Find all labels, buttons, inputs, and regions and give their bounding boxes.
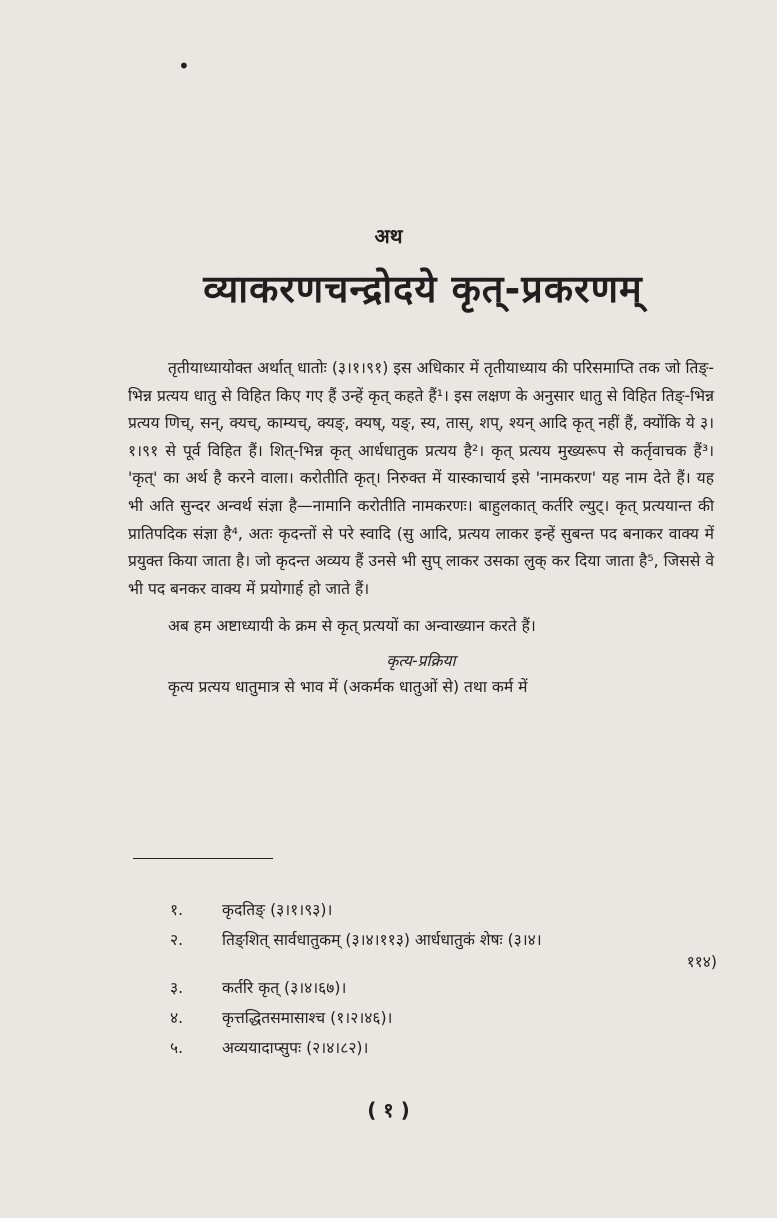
footnote-number: २. (170, 931, 184, 949)
footnote-number: ५. (170, 1039, 184, 1057)
footnote-number: १. (170, 901, 184, 919)
footnote-number: ४. (170, 1009, 184, 1027)
chapter-title: व्याकरणचन्द्रोदये कृत्-प्रकरणम् (203, 267, 643, 311)
footnote-text: तिङ्शित् सार्वधातुकम् (३।४।११३) आर्धधातुकं शेषः (३।४। (222, 931, 542, 949)
section-heading: कृत्य-प्रक्रिया (386, 651, 456, 670)
footnote-number: ३. (170, 979, 184, 997)
paragraph-sequence: अब हम अष्टाध्यायी के क्रम से कृत् प्रत्ययों का अन्वाख्यान करते हैं। (168, 617, 536, 636)
footnote-item (170, 1033, 725, 1063)
footnote-text: अव्ययादाप्सुपः (२।४।८२)। (222, 1039, 369, 1057)
main-text (128, 355, 714, 699)
footnote-divider (133, 858, 273, 859)
footnote-continuation: ११४) (686, 953, 717, 971)
page-number: ( १ ) (367, 1098, 410, 1122)
footnote-text: कर्तरि कृत् (३।४।६७)। (222, 979, 347, 997)
footnote-item (170, 925, 725, 955)
section-first-line: कृत्य प्रत्यय धातुमात्र से भाव में (अकर्मक धातुओं से) तथा कर्म में (168, 677, 528, 696)
page-marker: • (178, 54, 190, 78)
footnote-item (170, 895, 725, 925)
footnote-item (170, 973, 725, 1003)
footnotes (170, 895, 725, 1063)
footnote-text: कृत्तद्धितसमासाश्च (१।२।४६)। (222, 1009, 393, 1027)
paragraph-intro: तृतीयाध्यायोक्त अर्थात् धातोः (३।१।९१) इस अधिकार में तृतीयाध्याय की परिसमाप्ति तक जो तिङ्-भिन्न प्रत्यय धातु से विहित किए गए हैं उन्हें कृत् कहते हैं¹। इस लक्षण के अनुसार धातु से विहित तिङ्-भिन्न प्रत्यय णिच्, सन्, क्यच्, काम्यच्, क्यङ्, क्यष्, यङ्, स्य, तास्, शप्, श्यन् आदि कृत् नहीं हैं, क्योंकि ये ३।१।९१ से पूर्व विहित हैं। शित्-भिन्न कृत् आर्धधातुक प्रत्यय है²। कृत् प्रत्यय मुख्यरूप से कर्तृवाचक हैं³। 'कृत्' का अर्थ है करने वाला। करोतीति कृत्। निरुक्त में यास्काचार्य इसे 'नामकरण' यह नाम देते हैं। यह भी अति सुन्दर अन्वर्थ संज्ञा है—नामानि करोतीति नामकरणः। बाहुलकात् कर्तरि ल्युट्। कृत् प्रत्ययान्त की प्रातिपदिक संज्ञा है⁴, अतः कृदन्तों से परे स्वादि (सु आदि, प्रत्यय लाकर इन्हें सुबन्त पद बनाकर वाक्य में प्रयुक्त किया जाता है। जो कृदन्त अव्यय हैं उनसे भी सुप् लाकर उसका लुक् कर दिया जाता है⁵, जिससे वे भी पद बनकर वाक्य में प्रयोगार्ह हो जाते हैं। (128, 359, 714, 598)
pre-title: अथ (374, 224, 403, 248)
footnote-item (170, 1003, 725, 1033)
footnote-text: कृदतिङ् (३।१।९३)। (222, 901, 333, 919)
